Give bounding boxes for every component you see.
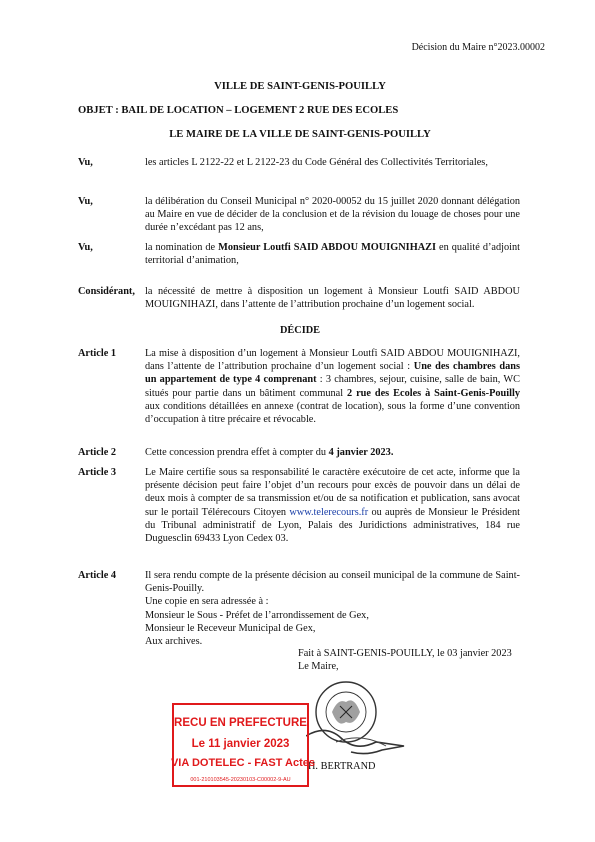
- preamble-text: la nomination de Monsieur Loutfi SAID ABDOU MOUIGNIHAZI en qualité d’adjoint territorial d’animation,: [145, 242, 521, 267]
- prefecture-stamp: [170, 703, 316, 787]
- signature-scribble: [306, 730, 404, 753]
- article-label: Article 1: [78, 348, 117, 359]
- preamble-text: la délibération du Conseil Municipal n° 2020-00052 du 15 juillet 2020 donnant délégation au Maire en vue de décider de la conclusion et de la révision du louage de choses pour une durée n’excédant pas 12 ans,: [145, 196, 520, 234]
- decide-title: DÉCIDE: [279, 325, 321, 336]
- preamble-label: Considérant,: [78, 286, 135, 297]
- decision-reference: Décision du Maire n°2023.00002: [411, 42, 545, 53]
- stamp-line-via: VIA DOTELEC - FAST Actes: [170, 757, 316, 769]
- stamp-line-date: Le 11 janvier 2023: [191, 738, 290, 750]
- preamble-label: Vu,: [78, 196, 93, 207]
- preamble-text: les articles L 2122-22 et L 2122-23 du Code Général des Collectivités Territoriales,: [145, 157, 488, 168]
- signatory-name: H. BERTRAND: [308, 761, 376, 772]
- city-seal-mark: [316, 682, 376, 742]
- article-text: Il sera rendu compte de la présente décision au conseil municipal de la commune de Saint-Genis-Pouilly. Une copie en sera adressée à : Monsieur le Sous - Préfet de l’arrondissement de Gex, Monsieur le Receveur Municipal de Gex, Aux archives.: [145, 570, 520, 648]
- stamp-line-id: 001-210103545-20230103-C00002-9-AU: [190, 777, 291, 783]
- article-text: Cette concession prendra effet à compter du 4 janvier 2023.: [145, 447, 394, 458]
- effective-date: 4 janvier 2023.: [328, 447, 394, 458]
- city-title: VILLE DE SAINT-GENIS-POUILLY: [214, 81, 386, 92]
- article-label: Article 2: [78, 447, 117, 458]
- article-label: Article 3: [78, 467, 117, 478]
- object-title: OBJET : BAIL DE LOCATION – LOGEMENT 2 RUE DES ECOLES: [78, 105, 399, 116]
- preamble-label: Vu,: [78, 242, 93, 253]
- employee-name: Monsieur Loutfi SAID ABDOU MOUIGNIHAZI: [218, 242, 437, 253]
- signature-place-date: Fait à SAINT-GENIS-POUILLY, le 03 janvier 2023: [298, 648, 512, 659]
- signature-role: Le Maire,: [298, 661, 339, 672]
- authority-title: LE MAIRE DE LA VILLE DE SAINT-GENIS-POUILLY: [169, 129, 431, 140]
- article-text: Le Maire certifie sous sa responsabilité le caractère exécutoire de cet acte, informe que la présente décision peut faire l’objet d’un recours pour excès de pouvoir dans un délai de deux mois à compter de sa transmission et/ou de sa notification et publication, sans avocat sur le portail Télérecours Citoyen www.telerecours.fr ou auprès de Monsieur le Président du Tribunal administratif de Lyon, Palais des Juridictions administratives, 184 rue Duguesclin 69433 Lyon Cedex 03.: [145, 467, 520, 545]
- telerecours-link[interactable]: www.telerecours.fr: [289, 506, 369, 518]
- article-label: Article 4: [78, 570, 117, 581]
- article-text: La mise à disposition d’un logement à Monsieur Loutfi SAID ABDOU MOUIGNIHAZI, dans l’attente de l’attribution prochaine d’un logement social : Une des chambres dans un appartement de type 4 comprenant : 3 chambres, sejour, cuisine, salle de bain, WC situés pour partie dans un bâtiment communal 2 rue des Ecoles à Saint-Genis-Pouilly aux conditions détaillées en annexe (contrat de location), sous la forme d’une convention d’occupation à titre précaire et révocable.: [145, 348, 520, 426]
- city-seal: [306, 676, 416, 766]
- preamble-text: la nécessité de mettre à disposition un logement à Monsieur Loutfi SAID ABDOU MOUIGNIHAZI, dans l’attente de l’attribution prochaine d’un logement social.: [145, 286, 520, 311]
- preamble-label: Vu,: [78, 157, 93, 168]
- stamp-line-received: RECU EN PREFECTURE: [174, 717, 307, 729]
